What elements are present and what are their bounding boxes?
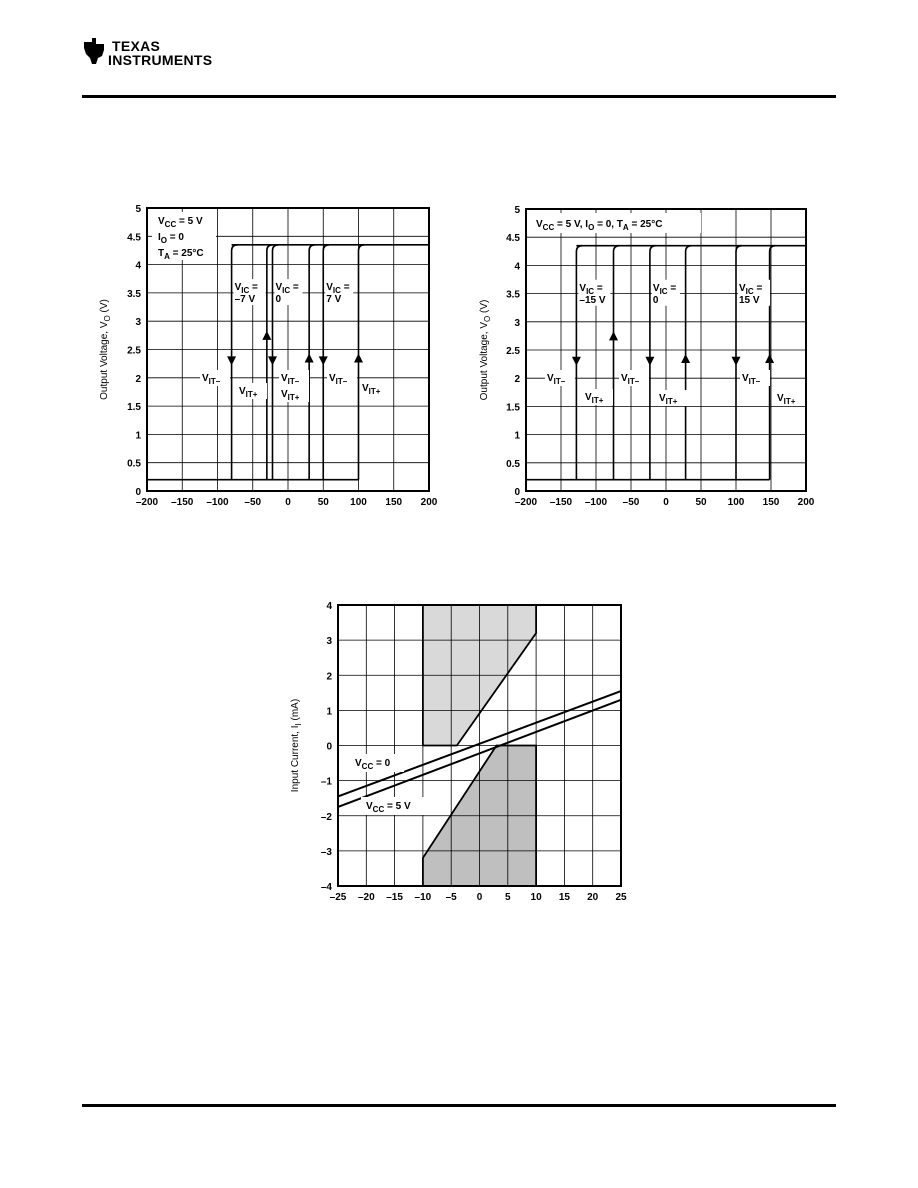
y-axis-label: Output Voltage, $V_O$ (V) xyxy=(479,299,492,401)
vic-value: –7 V xyxy=(234,294,256,306)
x-tick-label: 150 xyxy=(385,497,403,508)
y-tick-label: –2 xyxy=(320,811,332,823)
logo-line-2: INSTRUMENTS xyxy=(108,52,213,68)
x-tick-label: –200 xyxy=(135,497,159,508)
y-tick-label: 0.5 xyxy=(506,458,520,470)
vit-plus-label: $V_{IT+}$ xyxy=(659,393,678,406)
y-tick-label: 1.5 xyxy=(127,402,141,414)
x-tick-label: –20 xyxy=(357,892,375,903)
condition-label: $V_{CC} = 5$ V xyxy=(158,216,203,229)
x-tick-label: –5 xyxy=(445,892,457,903)
arrow-up xyxy=(681,354,690,363)
y-tick-label: 1.5 xyxy=(506,402,520,414)
y-tick-label: 2 xyxy=(514,374,520,386)
x-tick-label: –150 xyxy=(171,497,194,508)
arrow-up xyxy=(354,353,363,362)
y-tick-label: 2.5 xyxy=(127,345,141,357)
x-tick-label: –50 xyxy=(244,497,262,508)
y-axis-label: Input Current, $I_I$ (mA) xyxy=(290,698,303,793)
vit-plus-label: $V_{IT+}$ xyxy=(777,393,796,406)
y-tick-label: 2 xyxy=(135,373,141,385)
x-tick-label: –25 xyxy=(329,892,347,903)
vic-label: $V_{IC}$ = xyxy=(652,282,677,296)
y-tick-label: 0 xyxy=(514,487,520,498)
y-tick-label: 0 xyxy=(135,487,141,498)
y-tick-label: 1 xyxy=(514,430,520,442)
y-tick-label: –4 xyxy=(320,882,332,893)
arrow-up xyxy=(765,354,774,363)
y-tick-label: –1 xyxy=(320,776,332,788)
transition-rising xyxy=(614,246,620,480)
arrow-up xyxy=(262,331,271,340)
x-tick-label: –50 xyxy=(622,497,640,508)
vit-plus-label: $V_{IT+}$ xyxy=(585,392,604,405)
arrow-down xyxy=(268,356,277,365)
series-label-vcc0: $V_{CC} = 0$ xyxy=(355,758,391,771)
y-tick-label: 4 xyxy=(135,260,141,272)
vic-label: $V_{IC}$ = xyxy=(234,282,258,296)
x-tick-label: –200 xyxy=(514,497,538,508)
y-tick-label: 4 xyxy=(514,261,520,273)
arrow-up xyxy=(609,331,618,340)
x-tick-label: –15 xyxy=(386,892,403,903)
x-tick-label: 200 xyxy=(420,497,438,508)
y-tick-label: 0.5 xyxy=(127,458,141,470)
series-label-vcc5: $V_{CC} = 5$ V xyxy=(366,801,411,814)
conditions-line: $V_{CC} = 5$ V, $I_O = 0$, $T_A = 25^\circ C$ xyxy=(536,219,663,232)
x-tick-label: 0 xyxy=(285,497,291,508)
vic-label: $V_{IC}$ = xyxy=(326,282,350,296)
arrow-down xyxy=(645,357,654,366)
arrow-down xyxy=(732,357,741,366)
vic-label: $V_{IC}$ = xyxy=(739,282,763,296)
vic-label: $V_{IC}$ = xyxy=(579,282,603,296)
vit-plus-label: $V_{IT+}$ xyxy=(239,386,258,399)
y-tick-label: 1 xyxy=(326,706,332,718)
condition-label: $I_O = 0$ xyxy=(158,232,184,245)
y-tick-label: 2 xyxy=(326,671,332,683)
y-tick-label: 3.5 xyxy=(506,289,520,301)
vic-value: 0 xyxy=(275,294,282,306)
x-tick-label: –100 xyxy=(206,497,229,508)
arrow-down xyxy=(572,357,581,366)
x-tick-label: 15 xyxy=(558,892,570,903)
arrow-down xyxy=(319,356,328,365)
y-tick-label: 1 xyxy=(135,430,141,442)
x-tick-label: 150 xyxy=(762,497,780,508)
x-tick-label: 100 xyxy=(350,497,367,508)
y-tick-label: 0 xyxy=(326,741,332,753)
x-tick-label: 5 xyxy=(505,892,511,903)
x-tick-label: –150 xyxy=(549,497,573,508)
vit-minus-label: $V_{IT-}$ xyxy=(329,373,348,386)
chart-1 xyxy=(99,204,438,508)
y-tick-label: 5 xyxy=(135,204,141,215)
logo-line-1: TEXAS xyxy=(112,38,161,54)
vic-label: $V_{IC}$ = xyxy=(275,282,299,296)
vic-value: –15 V xyxy=(579,294,606,306)
x-tick-label: 50 xyxy=(317,497,329,508)
x-tick-label: 0 xyxy=(663,497,669,508)
y-axis-label: Output Voltage, $V_O$ (V) xyxy=(99,299,112,400)
y-tick-label: 2.5 xyxy=(506,346,520,357)
x-tick-label: 100 xyxy=(727,497,745,508)
condition-label: $T_A = 25^\circ C$ xyxy=(158,248,204,261)
arrow-up xyxy=(305,353,314,362)
y-tick-label: 4.5 xyxy=(506,233,520,245)
y-tick-label: 5 xyxy=(514,205,520,216)
x-tick-label: –100 xyxy=(584,497,608,508)
x-tick-label: 200 xyxy=(797,497,815,508)
x-tick-label: 20 xyxy=(587,892,599,903)
y-tick-label: 3.5 xyxy=(127,288,141,300)
arrow-down xyxy=(227,356,236,365)
vic-value: 15 V xyxy=(739,294,760,306)
y-tick-label: 3 xyxy=(326,636,332,648)
vit-minus-label: $V_{IT-}$ xyxy=(547,373,566,386)
x-tick-label: 0 xyxy=(476,892,483,903)
vit-minus-label: $V_{IT-}$ xyxy=(742,373,761,386)
vic-value: 7 V xyxy=(326,294,342,306)
y-tick-label: –3 xyxy=(320,846,332,858)
y-tick-label: 4 xyxy=(326,601,332,612)
vic-value: 0 xyxy=(652,294,659,306)
vit-plus-label: $V_{IT+}$ xyxy=(362,383,381,396)
vit-minus-label: $V_{IT-}$ xyxy=(621,373,640,386)
x-tick-label: 50 xyxy=(695,497,707,508)
y-tick-label: 3 xyxy=(135,317,141,329)
vit-minus-label: $V_{IT-}$ xyxy=(202,373,221,386)
x-tick-label: –10 xyxy=(414,892,432,903)
x-tick-label: 25 xyxy=(615,892,627,903)
chart-2 xyxy=(479,205,815,508)
vit-minus-label: $V_{IT-}$ xyxy=(281,373,300,386)
y-tick-label: 4.5 xyxy=(127,232,141,244)
y-tick-label: 3 xyxy=(514,317,520,329)
x-tick-label: 10 xyxy=(530,892,542,903)
vit-plus-label: $V_{IT+}$ xyxy=(281,389,300,402)
